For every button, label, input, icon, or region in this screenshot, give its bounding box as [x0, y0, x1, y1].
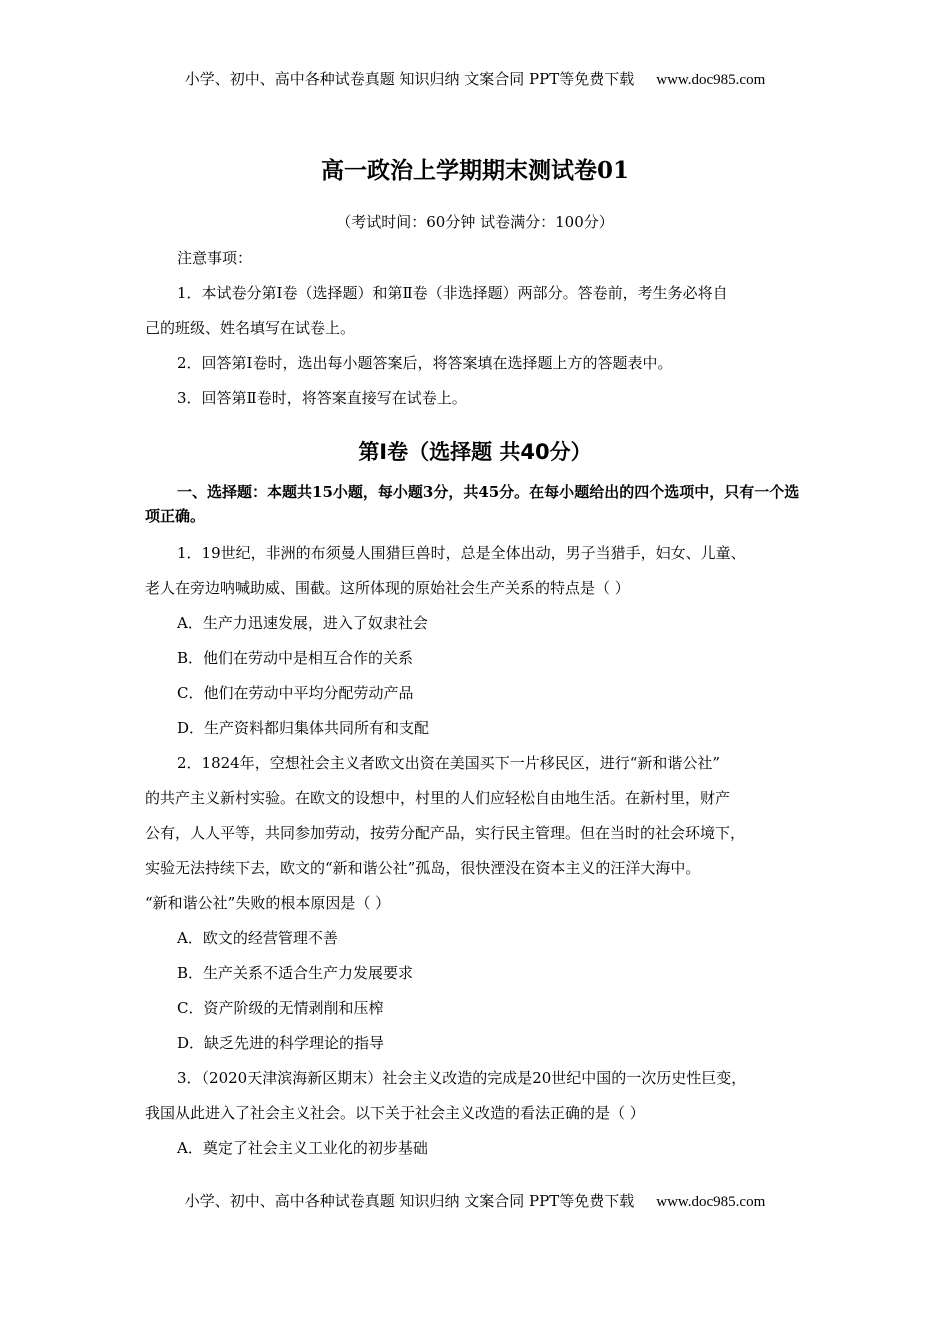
exam-subtitle: （考试时间：60分钟 试卷满分：100分）: [336, 213, 614, 231]
question-2-option-a: A．欧文的经营管理不善: [177, 929, 338, 947]
question-2-line-5: “新和谐公社”失败的根本原因是（ ）: [145, 894, 391, 912]
note-item-1-line-2: 己的班级、姓名填写在试卷上。: [145, 319, 356, 337]
header-text: 小学、初中、高中各种试卷真题 知识归纳 文案合同 PPT等免费下载: [184, 70, 635, 88]
question-2-line-1: 2．1824年，空想社会主义者欧文出资在美国买下一片移民区，进行“新和谐公社”: [177, 754, 721, 772]
question-1-option-b: B．他们在劳动中是相互合作的关系: [177, 649, 414, 667]
section-instruction: 一、选择题：本题共15小题，每小题3分，共45分。在每小题给出的四个选项中，只有一个选项正确。: [145, 483, 800, 525]
exam-title: 高一政治上学期期末测试卷01: [320, 157, 629, 184]
footer-text: 小学、初中、高中各种试卷真题 知识归纳 文案合同 PPT等免费下载: [184, 1192, 635, 1210]
question-3-option-a: A．奠定了社会主义工业化的初步基础: [177, 1139, 428, 1157]
question-1-option-c: C．他们在劳动中平均分配劳动产品: [177, 684, 414, 702]
page-footer: [0, 1190, 950, 1211]
section-title: 第Ⅰ卷（选择题 共40分）: [358, 440, 592, 464]
question-1-line-1: 1．19世纪，非洲的布须曼人围猎巨兽时，总是全体出动，男子当猎手，妇女、儿童、: [177, 544, 746, 562]
question-1-option-d: D．生产资料都归集体共同所有和支配: [177, 719, 430, 737]
question-3-line-1: 3．（2020天津滨海新区期末）社会主义改造的完成是20世纪中国的一次历史性巨变，: [177, 1069, 747, 1087]
note-item-2: 2．回答第Ⅰ卷时，选出每小题答案后，将答案填在选择题上方的答题表中。: [177, 354, 673, 372]
header-url[interactable]: www.doc985.com: [656, 72, 766, 88]
notes-heading: 注意事项：: [177, 249, 253, 267]
note-item-3: 3．回答第Ⅱ卷时，将答案直接写在试卷上。: [177, 389, 467, 407]
question-1-line-2: 老人在旁边呐喊助威、围截。这所体现的原始社会生产关系的特点是（ ）: [145, 579, 630, 597]
question-1-option-a: A．生产力迅速发展，进入了奴隶社会: [177, 614, 428, 632]
question-2-line-2: 的共产主义新村实验。在欧文的设想中，村里的人们应轻松自由地生活。在新村里，财产: [145, 789, 731, 807]
question-3-line-2: 我国从此进入了社会主义社会。以下关于社会主义改造的看法正确的是（ ）: [145, 1104, 645, 1122]
page-header: [0, 68, 950, 89]
question-2-line-3: 公有，人人平等，共同参加劳动，按劳分配产品，实行民主管理。但在当时的社会环境下，: [145, 824, 746, 842]
question-2-line-4: 实验无法持续下去，欧文的“新和谐公社”孤岛，很快湮没在资本主义的汪洋大海中。: [145, 859, 701, 877]
note-item-1-line-1: 1．本试卷分第Ⅰ卷（选择题）和第Ⅱ卷（非选择题）两部分。答卷前，考生务必将自: [177, 284, 728, 302]
document-body: [145, 241, 805, 1166]
question-2-option-b: B．生产关系不适合生产力发展要求: [177, 964, 414, 982]
question-2-option-d: D．缺乏先进的科学理论的指导: [177, 1034, 385, 1052]
question-2-option-c: C．资产阶级的无情剥削和压榨: [177, 999, 384, 1017]
footer-url[interactable]: www.doc985.com: [656, 1194, 766, 1210]
